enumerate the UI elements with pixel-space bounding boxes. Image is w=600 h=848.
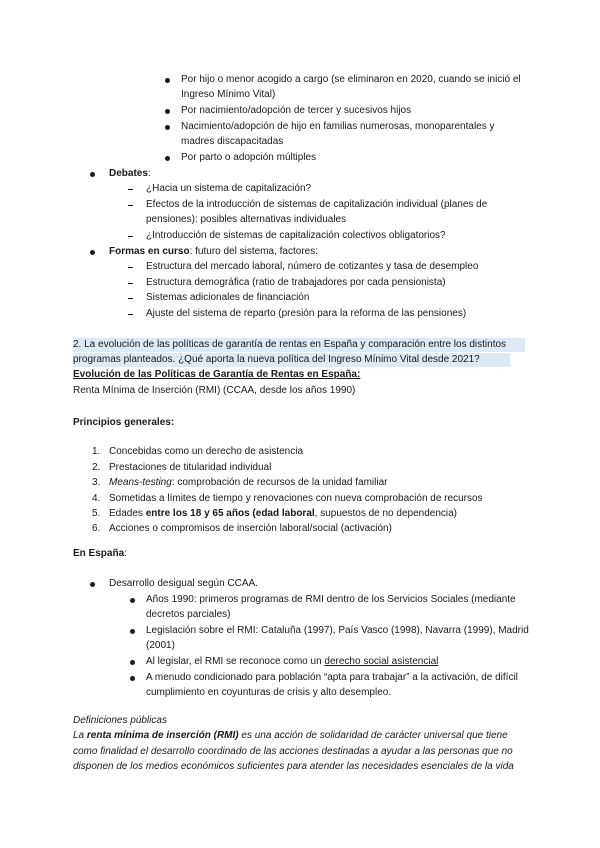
list-item-cont: pensiones): posibles alternativas individuales xyxy=(146,214,347,225)
bullet-icon xyxy=(130,676,135,681)
list-number: 3. xyxy=(92,477,101,488)
formas-rest: : futuro del sistema, factores: xyxy=(189,246,318,257)
derecho-social-link[interactable]: derecho social asistencial xyxy=(324,656,439,667)
section-subtitle: Renta Mínima de Inserción (RMI) (CCAA, desde los años 1990) xyxy=(73,385,356,396)
principios-heading: Principios generales: xyxy=(73,417,175,428)
definition-line: como finalidad el desarrollo coordinado de las acciones destinadas a ayudar a las personas que no xyxy=(73,746,513,757)
list-item: Legislación sobre el RMI: Cataluña (1997), País Vasco (1998), Navarra (1999), Madrid xyxy=(146,625,529,636)
list-item-cont: (2001) xyxy=(146,640,175,651)
list-item-cont: madres discapacitadas xyxy=(181,136,284,147)
definition-rest: es una acción de solidaridad de carácter universal que tiene xyxy=(238,730,508,741)
list-number: 1. xyxy=(92,446,101,457)
debates-heading xyxy=(109,167,151,181)
definition-pre: La xyxy=(73,730,87,741)
bullet-icon xyxy=(90,172,95,177)
formas-heading xyxy=(109,245,318,259)
list-item: Concebidas como un derecho de asistencia xyxy=(109,446,304,457)
formas-label: Formas en curso xyxy=(109,246,190,257)
question-line: programas planteados. ¿Qué aporta la nueva política del Ingreso Mínimo Vital desde 2021? xyxy=(73,353,510,367)
list-item-text: Al legislar, el RMI se reconoce como un xyxy=(146,656,325,667)
definition-line xyxy=(73,729,508,743)
bullet-icon xyxy=(165,125,170,130)
list-number: 4. xyxy=(92,493,101,504)
list-item: A menudo condicionado para población “apta para trabajar” a la activación, de difícil xyxy=(146,672,518,683)
espana-heading-bold: En España xyxy=(73,548,125,559)
bullet-icon xyxy=(130,598,135,603)
list-item: Ajuste del sistema de reparto (presión para la reforma de las pensiones) xyxy=(146,308,467,319)
dash-icon xyxy=(128,314,133,315)
debates-colon: : xyxy=(147,168,151,179)
list-item-cont: cumplimiento en coyunturas de crisis y alto desempleo. xyxy=(146,687,392,698)
espana-heading xyxy=(73,547,127,561)
dash-icon xyxy=(128,298,133,299)
bullet-icon xyxy=(165,109,170,114)
list-item: Por hijo o menor acogido a cargo (se eliminaron en 2020, cuando se inició el xyxy=(181,74,521,85)
dash-icon xyxy=(128,267,133,268)
list-item: Estructura demográfica (ratio de trabajadores por cada pensionista) xyxy=(146,277,446,288)
list-number: 5. xyxy=(92,508,101,519)
list-item: Sometidas a límites de tiempo y renovaciones con nueva comprobación de recursos xyxy=(109,493,483,504)
list-item: Efectos de la introducción de sistemas de capitalización individual (planes de xyxy=(146,199,488,210)
espana-heading-rest: : xyxy=(124,548,127,559)
list-number: 6. xyxy=(92,523,101,534)
definition-term: renta mínima de inserción (RMI) xyxy=(86,730,239,741)
list-item-bold: entre los 18 y 65 años (edad laboral xyxy=(145,508,315,519)
definition-line: disponen de los medios económicos suficientes para atender las necesidades esenciales de la vida xyxy=(73,761,514,772)
dash-icon xyxy=(128,205,133,206)
definiciones-heading: Definiciones públicas xyxy=(73,715,167,726)
list-item xyxy=(109,507,457,521)
list-item: Estructura del mercado laboral, número de cotizantes y tasa de desempleo xyxy=(146,261,479,272)
dash-icon xyxy=(128,236,133,237)
list-item: Nacimiento/adopción de hijo en familias numerosas, monoparentales y xyxy=(181,121,495,132)
bullet-icon xyxy=(90,582,95,587)
dash-icon xyxy=(128,283,133,284)
list-item: Desarrollo desigual según CCAA. xyxy=(109,578,258,589)
bullet-icon xyxy=(165,78,170,83)
list-item: Años 1990: primeros programas de RMI dentro de los Servicios Sociales (mediante xyxy=(146,594,516,605)
section-title: Evolución de las Políticas de Garantía de Rentas en España: xyxy=(73,369,361,380)
list-item: ¿Introducción de sistemas de capitalización colectivos obligatorios? xyxy=(146,230,446,241)
list-item: Por nacimiento/adopción de tercer y sucesivos hijos xyxy=(181,105,412,116)
bullet-icon xyxy=(130,660,135,665)
list-item: Sistemas adicionales de financiación xyxy=(146,292,310,303)
list-item xyxy=(109,476,387,490)
list-item: Acciones o compromisos de inserción laboral/social (activación) xyxy=(109,523,392,534)
means-testing-term: Means-testing xyxy=(109,477,172,488)
list-item: ¿Hacia un sistema de capitalización? xyxy=(146,183,312,194)
bullet-icon xyxy=(130,629,135,634)
list-item-cont: decretos parciales) xyxy=(146,609,231,620)
list-item xyxy=(146,655,438,669)
dash-icon xyxy=(128,189,133,190)
list-item-text: : comprobación de recursos de la unidad familiar xyxy=(171,477,388,488)
debates-label: Debates xyxy=(109,168,148,179)
list-item: Por parto o adopción múltiples xyxy=(181,152,317,163)
bullet-icon xyxy=(165,156,170,161)
question-line: 2. La evolución de las políticas de garantía de rentas en España y comparación entre los distintos xyxy=(73,338,525,352)
list-number: 2. xyxy=(92,462,101,473)
list-item: Prestaciones de titularidad individual xyxy=(109,462,272,473)
list-item-cont: Ingreso Mínimo Vital) xyxy=(181,89,276,100)
list-item-pre: Edades xyxy=(109,508,146,519)
list-item-text: , supuestos de no dependencia) xyxy=(314,508,458,519)
bullet-icon xyxy=(90,250,95,255)
